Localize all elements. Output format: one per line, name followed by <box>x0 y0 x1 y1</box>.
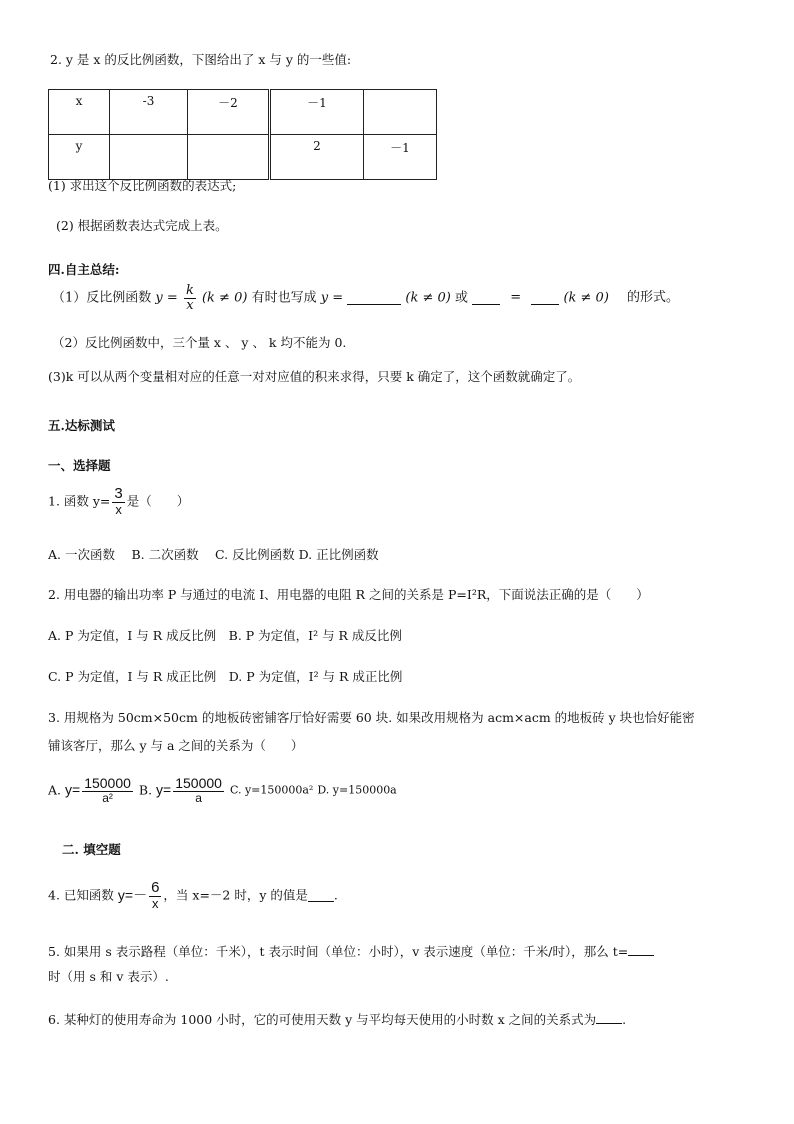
frac-denominator: x <box>186 297 194 313</box>
summary-heading: 四.自主总结: <box>48 262 120 277</box>
table-row-x <box>49 90 437 135</box>
q4-prefix: 4. 已知函数 <box>48 887 114 903</box>
xy-table <box>48 89 437 180</box>
item1-y2: y = <box>320 290 344 306</box>
frac-denominator: x <box>152 895 159 911</box>
item1-cond2: (k ≠ 0) <box>405 290 451 306</box>
q2-part1: (1) 求出这个反比例函数的表达式; <box>48 178 237 193</box>
q6-text: 6. 某种灯的使用寿命为 1000 小时，它的可使用天数 y 与平均每天使用的小时数 x 之间的关系式为 <box>48 1012 597 1027</box>
blank[interactable] <box>628 943 654 956</box>
item1-prefix: （1）反比例函数 <box>52 290 152 306</box>
q3-option-a-fraction <box>82 776 133 804</box>
test-q3-line2: 铺该客厅，那么 y 与 a 之间的关系为（ ） <box>48 738 304 753</box>
frac-denominator: x <box>115 501 122 517</box>
blank[interactable] <box>347 292 401 305</box>
summary-item2: （2）反比例函数中，三个量 x 、 y 、 k 均不能为 0. <box>52 335 347 350</box>
blank[interactable] <box>472 292 500 305</box>
q3-option-b-y: y= <box>156 781 172 798</box>
summary-item1 <box>52 284 679 312</box>
q3-option-d: D. y=150000a <box>317 783 397 797</box>
table-cell <box>188 135 270 180</box>
item1-y: y = <box>155 290 178 306</box>
q2-options-ab: A. P 为定值，I 与 R 成反比例 B. P 为定值，I² 与 R 成反比例 <box>48 628 402 643</box>
item1-fraction <box>184 284 196 312</box>
q3-options <box>48 776 397 804</box>
item1-eq: = <box>510 290 522 306</box>
frac-denominator: a <box>195 790 202 805</box>
frac-numerator: k <box>185 283 194 298</box>
test-q5-line2: 时（用 s 和 v 表示）. <box>48 969 169 984</box>
summary-item3: (3)k 可以从两个变量相对应的任意一对对应值的积来求得，只要 k 确定了，这个函数就确定了。 <box>48 369 581 384</box>
q1-options: A. 一次函数 B. 二次函数 C. 反比例函数 D. 正比例函数 <box>48 547 379 562</box>
item1-mid: 有时也写成 <box>251 290 317 306</box>
table-cell: －1 <box>270 90 364 135</box>
table-cell <box>364 90 437 135</box>
q1-suffix: 是（ ） <box>126 493 190 509</box>
table-cell: －1 <box>364 135 437 180</box>
table-cell: 2 <box>270 135 364 180</box>
frac-denominator: a² <box>102 790 113 805</box>
q5-text: 5. 如果用 s 表示路程（单位：千米），t 表示时间（单位：小时），v 表示速度（单位：千米/时），那么 t= <box>48 944 629 959</box>
table-cell: -3 <box>110 90 188 135</box>
q2-stem: 2. y 是 x 的反比例函数，下图给出了 x 与 y 的一些值: <box>50 52 352 67</box>
table-cell: x <box>49 90 110 135</box>
item1-suffix: 的形式。 <box>627 290 680 306</box>
test-heading: 五.达标测试 <box>48 418 115 433</box>
section-fill: 二. 填空题 <box>62 842 121 857</box>
table-cell: y <box>49 135 110 180</box>
item1-or: 或 <box>454 290 468 306</box>
frac-numerator: 6 <box>151 879 160 896</box>
q2-part2: (2) 根据函数表达式完成上表。 <box>56 218 228 233</box>
blank[interactable] <box>531 292 559 305</box>
table-row-y <box>49 135 437 180</box>
q4-y: y=－ <box>117 886 148 903</box>
q3-option-a-y: y= <box>65 781 81 798</box>
q4-suffix: ，当 x=－2 时，y 的值是 <box>163 887 308 903</box>
frac-numerator: 3 <box>114 485 123 502</box>
q3-option-b-fraction <box>173 776 224 804</box>
q3-option-b-label: B. <box>138 782 153 798</box>
q6-end: . <box>622 1012 627 1027</box>
q3-option-c: C. y=150000a² <box>229 783 314 797</box>
item1-cond: (k ≠ 0) <box>201 290 248 306</box>
q4-end: . <box>333 887 338 903</box>
q2-options-cd: C. P 为定值，I 与 R 成正比例 D. P 为定值，I² 与 R 成正比例 <box>48 669 403 684</box>
frac-numerator: 150000 <box>84 775 131 791</box>
test-q5-line1 <box>48 943 654 959</box>
frac-numerator: 150000 <box>175 775 222 791</box>
test-q4 <box>48 880 338 910</box>
section-choice: 一、选择题 <box>48 458 111 473</box>
q4-fraction <box>149 880 161 910</box>
blank[interactable] <box>596 1011 622 1024</box>
test-q6 <box>48 1011 626 1027</box>
table-cell <box>110 135 188 180</box>
q3-option-a-label: A. <box>48 782 62 798</box>
q1-fraction <box>112 486 124 516</box>
table-cell: －2 <box>188 90 270 135</box>
test-q1 <box>48 486 189 516</box>
item1-cond3: (k ≠ 0) <box>563 290 609 306</box>
test-q3-line1: 3. 用规格为 50cm×50cm 的地板砖密铺客厅恰好需要 60 块. 如果改用规格为 acm×acm 的地板砖 y 块也恰好能密 <box>48 710 695 725</box>
q1-prefix: 1. 函数 y= <box>48 493 111 509</box>
blank[interactable] <box>308 889 334 902</box>
test-q2: 2. 用电器的输出功率 P 与通过的电流 I、用电器的电阻 R 之间的关系是 P=I²R，下面说法正确的是（ ） <box>48 587 649 602</box>
